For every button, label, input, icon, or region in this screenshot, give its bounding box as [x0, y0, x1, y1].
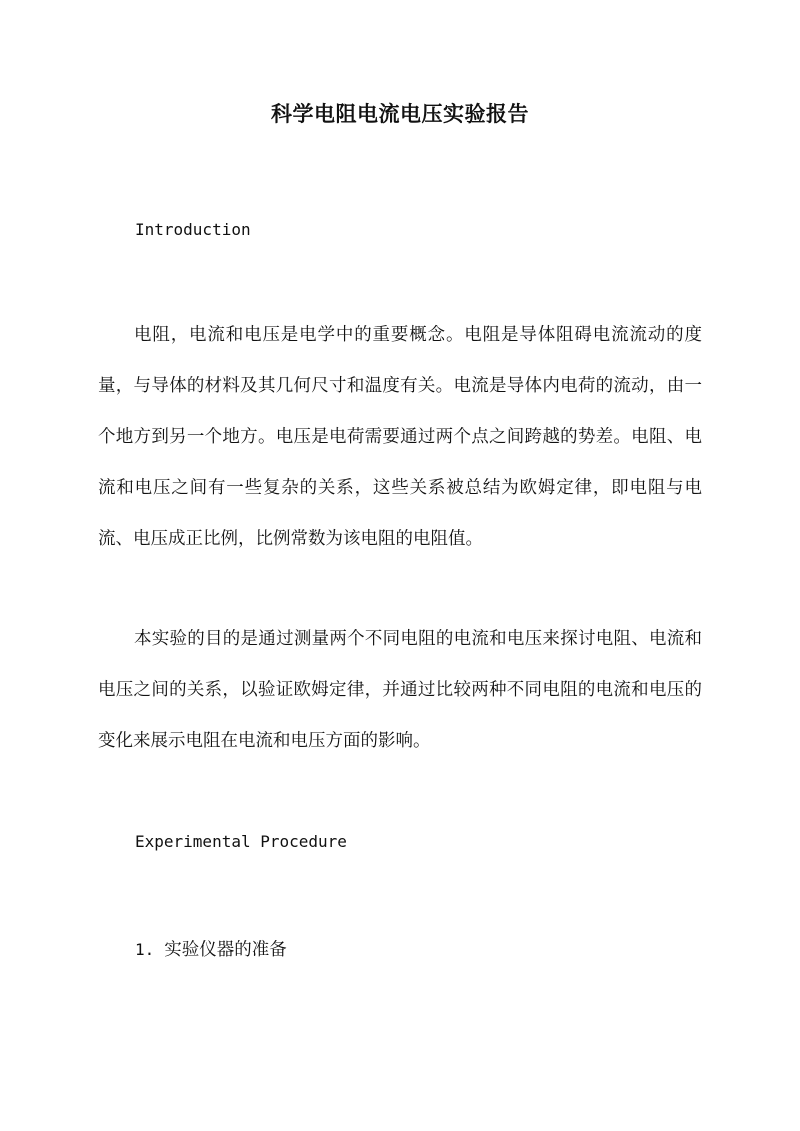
procedure-item-text: 实验仪器的准备	[164, 940, 287, 960]
procedure-item-number: 1.	[135, 940, 155, 959]
procedure-heading: Experimental Procedure	[135, 832, 347, 851]
procedure-item	[135, 936, 287, 961]
introduction-heading: Introduction	[135, 220, 251, 239]
purpose-paragraph: 本实验的目的是通过测量两个不同电阻的电流和电压来探讨电阻、电流和电压之间的关系，以验证欧姆定律，并通过比较两种不同电阻的电流和电压的变化来展示电阻在电流和电压方面的影响。	[98, 629, 702, 751]
introduction-paragraph: 电阻，电流和电压是电学中的重要概念。电阻是导体阻碍电流流动的度量，与导体的材料及其几何尺寸和温度有关。电流是导体内电荷的流动，由一个地方到另一个地方。电压是电荷需要通过两个点之间跨越的势差。电阻、电流和电压之间有一些复杂的关系，这些关系被总结为欧姆定律，即电阻与电流、电压成正比例，比例常数为该电阻的电阻值。	[98, 325, 702, 549]
document-title: 科学电阻电流电压实验报告	[271, 101, 529, 126]
